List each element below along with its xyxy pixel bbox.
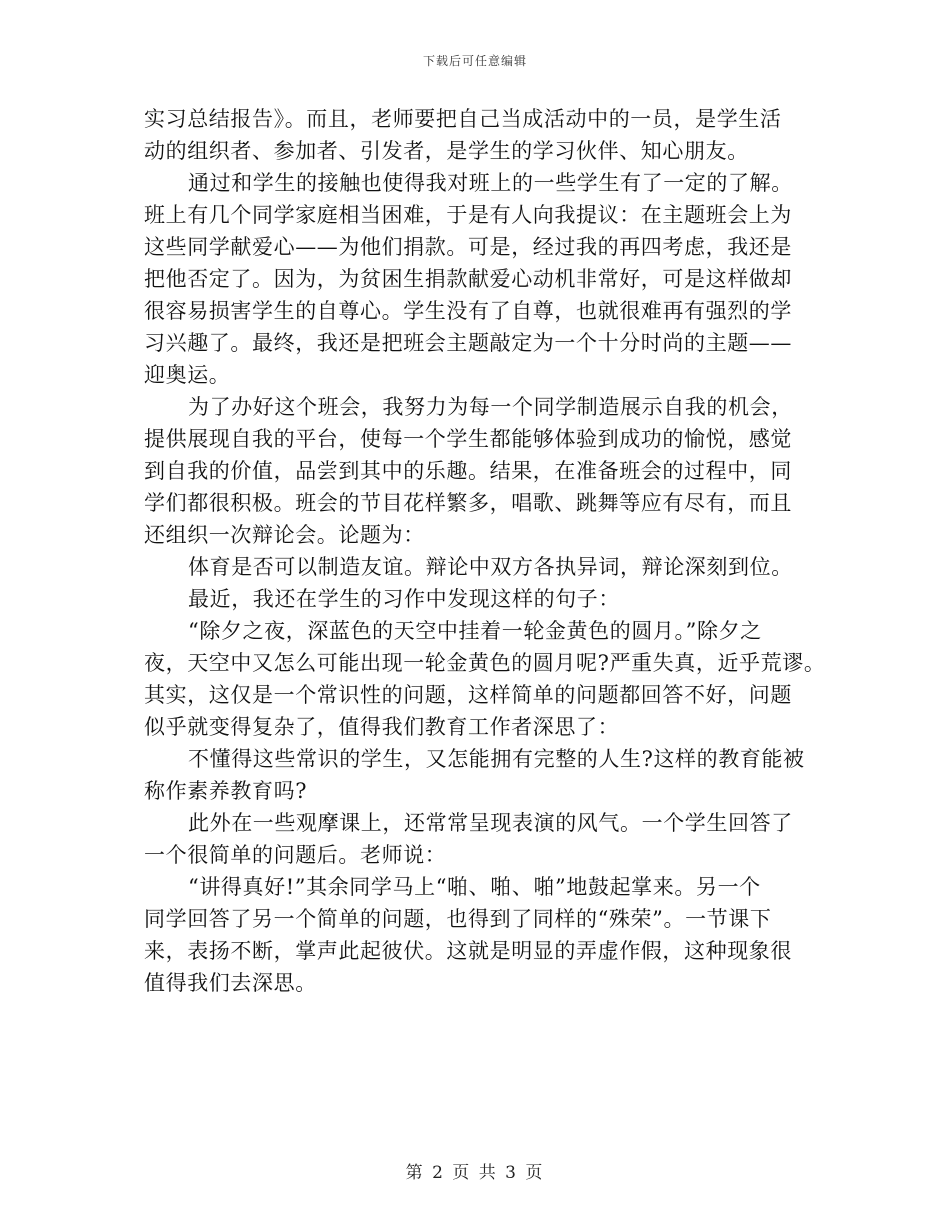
text-line: 不懂得这些常识的学生，又怎能拥有完整的人生?这样的教育能被 [188, 747, 805, 771]
text-line: 夜，天空中又怎么可能出现一轮金黄色的圆月呢?严重失真，近乎荒谬。 [144, 651, 826, 675]
text-line: 最近，我还在学生的习作中发现这样的句子： [188, 587, 620, 611]
text-line: 称作素养教育吗? [144, 779, 308, 803]
text-line: 通过和学生的接触也使得我对班上的一些学生有了一定的了解。 [188, 171, 793, 195]
text-line: 提供展现自我的平台，使每一个学生都能够体验到成功的愉悦，感觉 [144, 427, 792, 451]
text-line: 体育是否可以制造友谊。辩论中双方各执异词，辩论深刻到位。 [188, 555, 793, 579]
text-line: 很容易损害学生的自尊心。学生没有了自尊，也就很难再有强烈的学 [144, 299, 792, 323]
text-line: 实习总结报告》。而且，老师要把自己当成活动中的一员，是学生活 [144, 107, 782, 131]
text-line: 为了办好这个班会，我努力为每一个同学制造展示自我的机会， [188, 395, 793, 419]
text-line: 到自我的价值，品尝到其中的乐趣。结果，在准备班会的过程中，同 [144, 459, 792, 483]
text-line: 这些同学献爱心——为他们捐款。可是，经过我的再四考虑，我还是 [144, 235, 792, 259]
text-line: 迎奥运。 [144, 363, 231, 387]
text-line: 学们都很积极。班会的节目花样繁多，唱歌、跳舞等应有尽有，而且 [144, 491, 792, 515]
text-line: 值得我们去深思。 [144, 971, 317, 995]
text-line: 其实，这仅是一个常识性的问题，这样简单的问题都回答不好，问题 [144, 683, 792, 707]
text-line: 动的组织者、参加者、引发者，是学生的学习伙伴、知心朋友。 [144, 139, 749, 163]
text-line: 一个很简单的问题后。老师说： [144, 843, 447, 867]
text-line: 班上有几个同学家庭相当困难，于是有人向我提议：在主题班会上为 [144, 203, 792, 227]
text-line: 还组织一次辩论会。论题为： [144, 523, 425, 547]
text-line: 似乎就变得复杂了，值得我们教育工作者深思了： [144, 715, 620, 739]
text-line: 此外在一些观摩课上，还常常呈现表演的风气。一个学生回答了 [188, 811, 793, 835]
page-footer: 第 2 页 共 3 页 [405, 1163, 545, 1183]
text-line: “除夕之夜，深蓝色的天空中挂着一轮金黄色的圆月。”除夕之 [188, 619, 762, 643]
document-body [144, 103, 824, 999]
text-line: 习兴趣了。最终，我还是把班会主题敲定为一个十分时尚的主题—— [144, 331, 792, 355]
text-line: 同学回答了另一个简单的问题，也得到了同样的“殊荣”。一节课下 [144, 907, 772, 931]
page-header: 下载后可任意编辑 [422, 54, 527, 68]
text-line: “讲得真好!”其余同学马上“啪、啪、啪”地鼓起掌来。另一个 [188, 875, 761, 899]
text-line: 把他否定了。因为，为贫困生捐款献爱心动机非常好，可是这样做却 [144, 267, 792, 291]
text-line: 来，表扬不断，掌声此起彼伏。这就是明显的弄虚作假，这种现象很 [144, 939, 792, 963]
